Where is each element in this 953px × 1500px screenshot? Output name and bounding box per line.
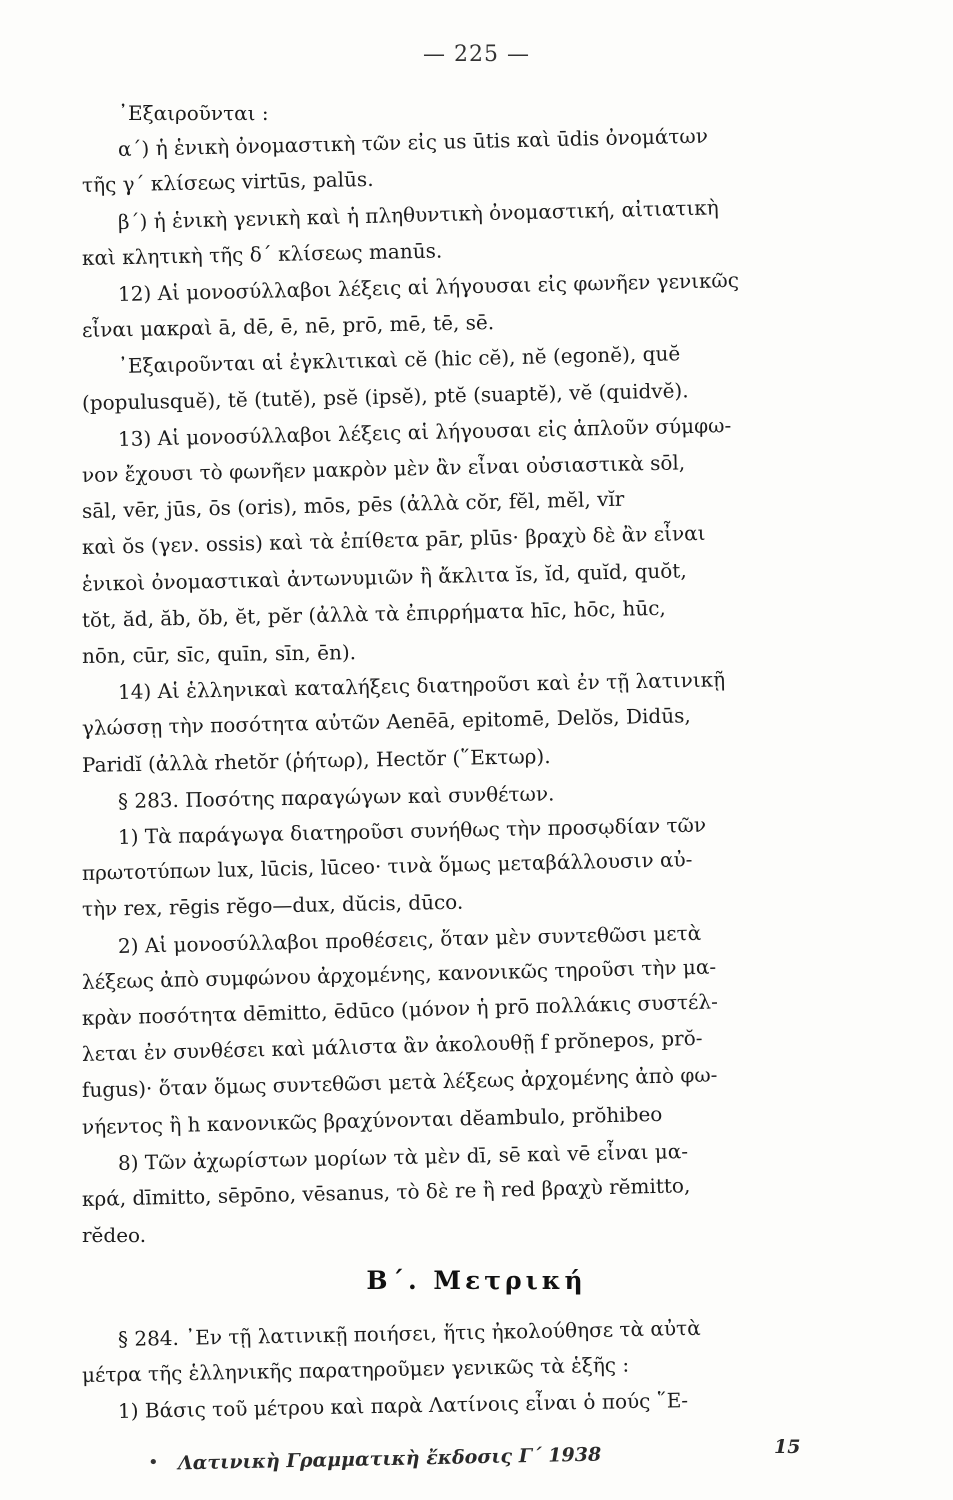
text-line: sāl, vēr, jūs, ōs (oris), mōs, pēs (ἀλλὰ cŏr, fĕl, mĕl, vĭr [81, 486, 625, 524]
text-line: λέξεως ἀπὸ συμφώνου ἀρχομένης, κανονικῶς τηροῦσι τὴν μα- [81, 954, 717, 994]
text-line: α΄) ἡ ἑνικὴ ὀνομαστικὴ τῶν εἰς us ūtis καὶ ūdis ὀνομάτων [117, 123, 709, 162]
text-line: Paridĭ (ἀλλὰ rhetŏr (ῥήτωρ), Hectŏr (῞Εκτωρ). [81, 743, 551, 777]
text-line: (populusquĕ), tĕ (tutĕ), psĕ (ipsĕ), ptĕ (suaptĕ), vĕ (quidvĕ). [81, 377, 689, 415]
text-line: κρά, dīmitto, sēpōno, vēsanus, τὸ δὲ re ἢ red βραχὺ rĕmitto, [81, 1173, 691, 1211]
text-line: ἑνικοὶ ὀνομαστικαὶ ἀντωνυμιῶν ἢ ἄκλιτα ĭs, ĭd, quĭd, quŏt, [81, 557, 687, 596]
text-line: γλώσσῃ τὴν ποσότητα αὐτῶν Aenēā, epitomē, Delŏs, Didūs, [81, 703, 691, 741]
text-line: λεται ἐν συνθέσει καὶ μάλιστα ἂν ἀκολουθῇ f prŏnepos, prŏ- [81, 1025, 703, 1067]
text-line: ᾿Εξαιροῦνται αἱ ἐγκλιτικαὶ cĕ (hic cĕ), nĕ (egonĕ), quĕ [117, 341, 681, 379]
text-line: 2) Αἱ μονοσύλλαβοι προθέσεις, ὅταν μὲν συντεθῶσι μετὰ [117, 920, 702, 958]
text-line: tŏt, ăd, ăb, ŏb, ĕt, pĕr (ἀλλὰ τὰ ἐπιρρήματα hīc, hōc, hūc, [81, 595, 666, 632]
text-line: 1) Τὰ παράγωγα διατηροῦσι συνήθως τὴν προσῳδίαν τῶν [117, 812, 707, 849]
page-number: — 225 — [423, 42, 530, 67]
text-line: β΄) ἡ ἑνικὴ γενικὴ καὶ ἡ πληθυντικὴ ὀνομαστική, αἰτιατικὴ [117, 194, 720, 234]
text-line: ᾿Εξαιροῦνται : [118, 101, 269, 125]
text-line: rĕdeo. [82, 1223, 147, 1248]
text-line: 12) Αἱ μονοσύλλαβοι λέξεις αἱ λήγουσαι εἰς φωνῆεν γενικῶς [117, 267, 740, 306]
text-line: εἶναι μακραὶ ā, dē, ē, nē, prō, mē, tē, sē. [81, 310, 495, 343]
footer-signature-number: 15 [774, 1436, 801, 1458]
section-title: § 283. Ποσότης παραγώγων καὶ συνθέτων. [117, 781, 555, 813]
text-line: § 284. ᾿Εν τῇ λατινικῇ ποιήσει, ἥτις ἠκολούθησε τὰ αὐτὰ [117, 1316, 701, 1352]
text-line: τὴν rex, rēgis rĕgo—dux, dŭcis, dūco. [81, 890, 464, 922]
text-line: πρωτοτύπων lux, lūcis, lūceo· τινὰ ὅμως μεταβάλλουσιν αὐ- [81, 847, 693, 886]
text-line: nōn, cūr, sīc, quīn, sīn, ēn). [81, 640, 357, 668]
text-line: 1) Βάσις τοῦ μέτρου καὶ παρὰ Λατίνοις εἶναι ὁ πούς ῞Ε- [117, 1388, 689, 1424]
text-line: νον ἔχουσι τὸ φωνῆεν μακρὸν μὲν ἂν εἶναι οὐσιαστικὰ sōl, [81, 450, 686, 487]
text-line: 14) Αἱ ἑλληνικαὶ καταλήξεις διατηροῦσι καὶ ἐν τῇ λατινικῇ [117, 667, 726, 705]
text-line: κρὰν ποσότητα dēmitto, ēdūco (μόνον ἡ prō πολλάκις συστέλ- [81, 989, 719, 1030]
text-line: 13) Αἱ μονοσύλλαβοι λέξεις αἱ λήγουσαι εἰς ἁπλοῦν σύμφω- [117, 412, 732, 451]
text-line: τῆς γ΄ κλίσεως virtūs, palūs. [81, 167, 374, 198]
text-line: νήεντος ἢ h κανονικῶς βραχύνονται dĕambulo, prŏhibeo [81, 1101, 663, 1139]
text-line: καὶ ŏs (γεν. ossis) καὶ τὰ ἐπίθετα pār, plūs· βραχὺ δὲ ἂν εἶναι [81, 521, 706, 560]
footer-bullet: • [148, 1452, 159, 1473]
section-heading: Β΄. Μετρική [366, 1266, 587, 1296]
footer-book-title: Λατινικὴ Γραμματικὴ ἔκδοσις Γ΄ 1938 [177, 1443, 602, 1475]
text-line: μέτρα τῆς ἑλληνικῆς παρατηροῦμεν γενικῶς τὰ ἑξῆς : [81, 1352, 630, 1388]
text-line: fugus)· ὅταν ὅμως συντεθῶσι μετὰ λέξεως ἀρχομένης ἀπὸ φω- [81, 1062, 718, 1103]
text-line: καὶ κλητικὴ τῆς δ΄ κλίσεως manūs. [81, 238, 443, 270]
text-line: 8) Τῶν ἀχωρίστων μορίων τὰ μὲν dī, sē καὶ vē εἶναι μα- [117, 1138, 689, 1175]
